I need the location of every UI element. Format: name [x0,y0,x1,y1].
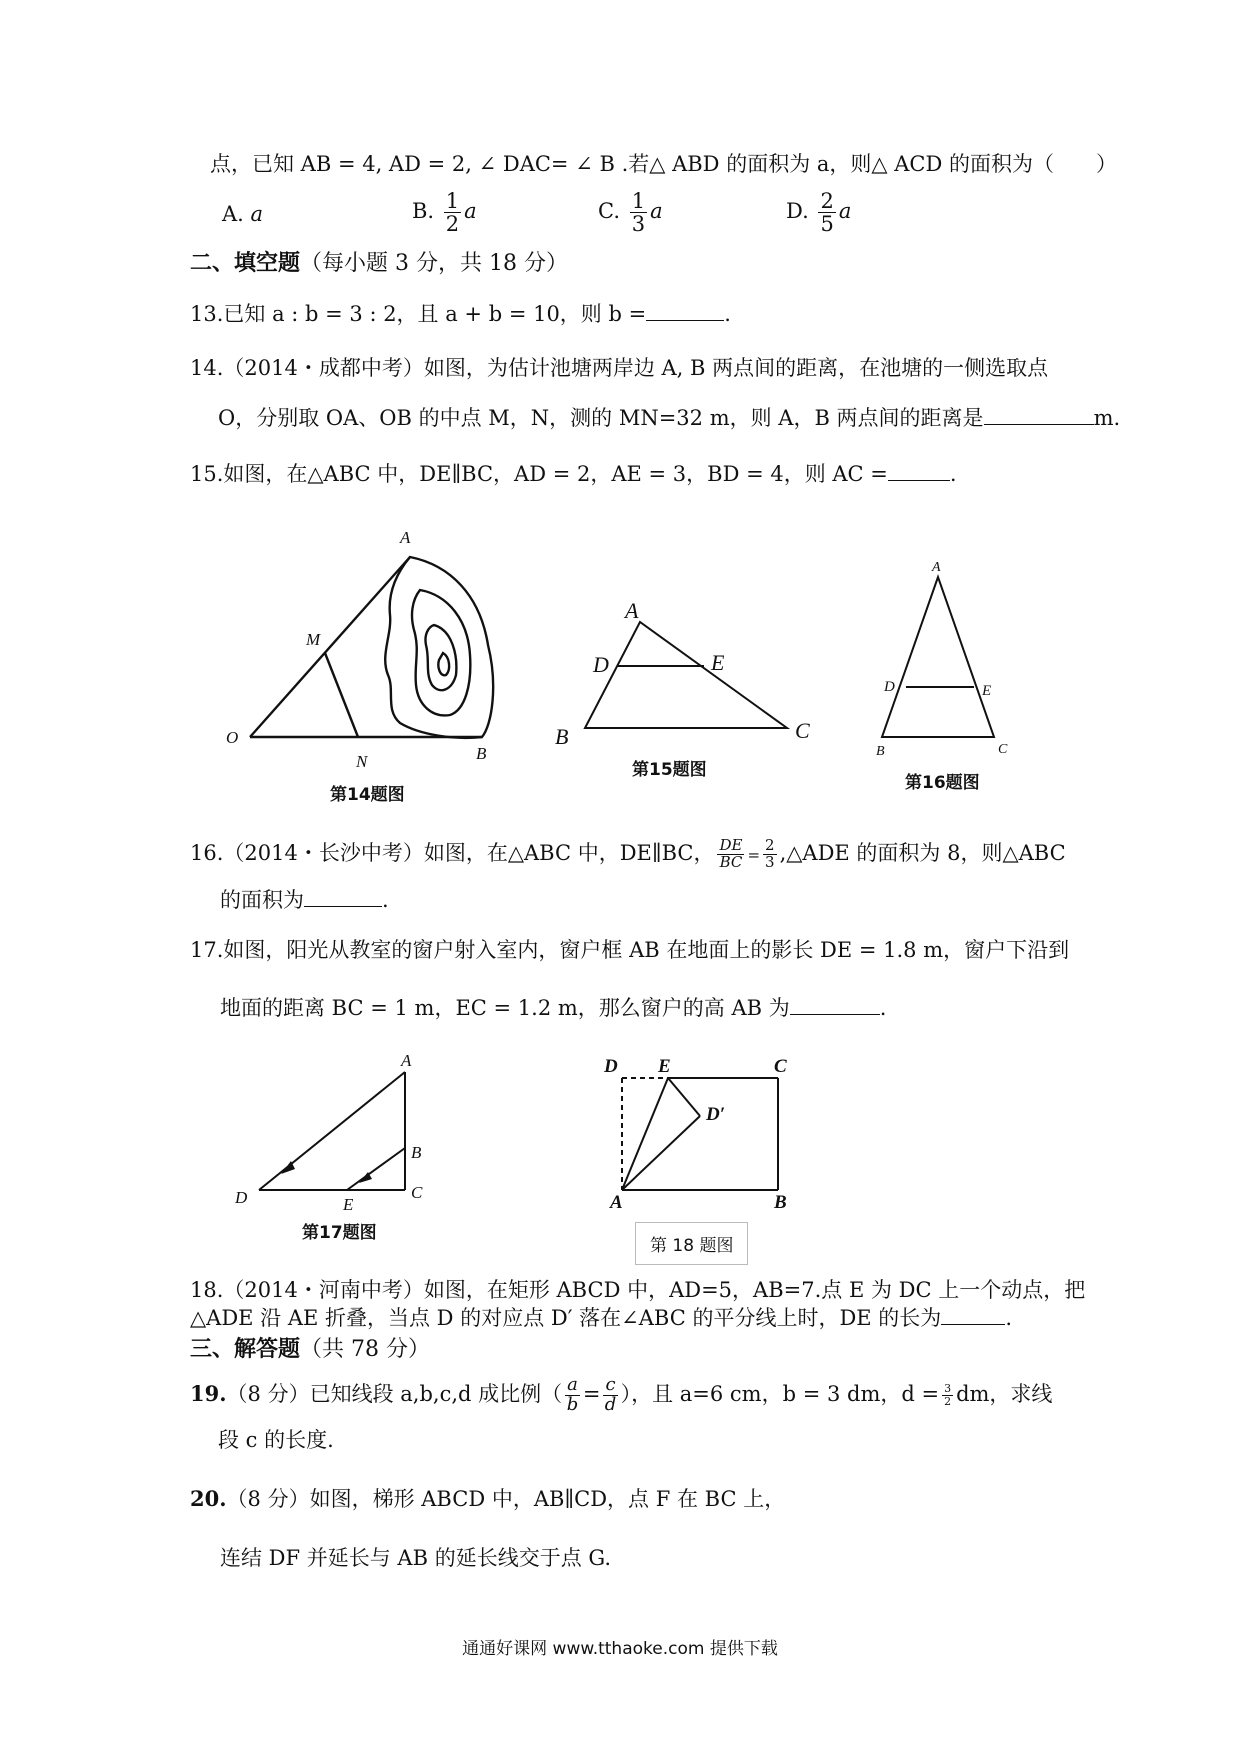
fig14-label-o: O [226,728,239,747]
q14-text: O，分别取 OA、OB 的中点 M，N，测的 MN=32 m，则 A，B 两点间的距离是 [218,406,984,430]
answer-blank [941,1306,1005,1325]
q16-eq: = [747,845,761,864]
q20-line1 [190,1486,785,1512]
section-3-heading [190,1336,430,1363]
fig17-caption: 第17题图 [302,1223,377,1243]
fig15-label-b: B [555,724,569,749]
figure-16 [870,555,1030,765]
fig16-label-d: D [884,679,895,695]
option-d-fraction [818,190,835,235]
q18-line2 [190,1306,1012,1331]
q12-option-b [412,190,477,235]
fig16-label-e: E [982,683,992,699]
frac-num: 1 [445,189,460,213]
fig15-caption: 第15题图 [632,760,707,780]
answer-blank [646,302,724,321]
q15 [190,462,957,487]
q12-option-d [786,190,851,235]
q19-fraction-3-2 [942,1383,953,1407]
q19-fraction-c-d [603,1376,617,1415]
answer-blank [984,406,1094,425]
fig16-label-c: C [998,742,1008,757]
frac-den: BC [719,852,743,871]
option-a-label: A. [222,202,244,226]
figure-18 [600,1050,820,1213]
fig14-label-b: B [476,744,487,763]
frac-den: d [604,1393,617,1415]
section-2-heading [190,250,568,277]
q16-text: 的面积为 [220,888,304,912]
fig15-label-e: E [711,650,725,675]
section-title: 三、解答题 [190,1336,301,1362]
answer-blank [888,462,950,481]
q20-line2: 连结 DF 并延长与 AB 的延长线交于点 G. [220,1546,612,1570]
frac-num: 2 [765,836,775,854]
q20-text: （8 分）如图，梯形 ABCD 中，AB∥CD，点 F 在 BC 上， [226,1487,786,1511]
figure-15 [555,600,835,755]
q12-option-a [222,202,263,227]
q14-end: m. [1093,406,1121,430]
fig16-label-a: A [932,560,941,575]
frac-den: 2 [445,212,460,237]
fig15-label-d: D [593,652,609,677]
fig18-label-d: D [604,1056,618,1077]
answer-blank [304,888,382,907]
q18-end: . [1005,1306,1012,1330]
q19-line1 [190,1376,1052,1415]
fig14-label-m: M [306,630,321,649]
page-footer: 通通好课网 www.tthaoke.com 提供下载 [462,1639,778,1659]
frac-den: 2 [944,1394,952,1408]
answer-blank [790,996,880,1015]
section-title: 二、填空题 [190,250,301,276]
option-b-label: B. [412,199,435,224]
q16-pre: 16.（2014・长沙中考）如图，在△ABC 中，DE∥BC， [190,840,715,865]
frac-den: 3 [631,212,646,237]
q12-option-c [598,190,663,235]
q20-number: 20. [190,1486,227,1511]
fig17-label-e: E [343,1195,354,1214]
q14-line2 [218,406,1120,431]
q14-line1: 14.（2014・成都中考）如图，为估计池塘两岸边 A, B 两点间的距离，在池塘的一侧选取点 [190,356,1049,380]
fig14-label-a: A [400,528,411,547]
frac-den: 5 [820,212,834,237]
q17-line1: 17.如图，阳光从教室的窗户射入室内，窗户框 AB 在地面上的影长 DE = 1.8 m，窗户下沿到 [190,938,1070,962]
fig16-label-b: B [876,744,885,759]
figure-17 [225,1050,435,1215]
option-c-label: C. [598,199,620,224]
q16-fraction-ratio [763,838,777,871]
fig18-label-b: B [774,1192,787,1213]
q19-number: 19. [190,1380,227,1406]
fig18-label-c: C [774,1056,787,1077]
frac-num: 3 [944,1382,952,1396]
option-c-fraction [630,190,647,235]
fig18-label-e: E [658,1056,671,1077]
frac-num: 1 [631,189,646,213]
q18-text: △ADE 沿 AE 折叠，当点 D 的对应点 D′ 落在∠ABC 的平分线上时，DE 的长为 [190,1306,942,1330]
fig18-label-d-prime: D′ [706,1104,726,1125]
option-d-label: D. [786,199,809,224]
q16-line2 [220,888,389,913]
fig14-caption: 第14题图 [330,785,405,805]
section-note: （共 78 分） [300,1337,430,1362]
fig17-label-a: A [401,1051,412,1070]
q17-line2 [220,996,886,1021]
q17-text: 地面的距离 BC = 1 m，EC = 1.2 m，那么窗户的高 AB 为 [220,996,790,1020]
fig15-label-a: A [625,598,639,623]
fig17-label-c: C [411,1183,423,1202]
fig17-label-d: D [235,1188,248,1207]
q17-end: . [879,996,887,1020]
option-b-fraction [444,190,461,235]
q16-end: . [382,888,389,912]
fig18-label-a: A [610,1192,623,1213]
q13 [190,302,731,327]
q13-end: . [724,302,731,326]
figure-14 [220,525,520,785]
q19-eq: = [582,1381,601,1406]
q19-line2: 段 c 的长度. [218,1428,334,1452]
option-d-var: a [838,199,852,224]
q19-mid: ），且 a=6 cm，b = 3 dm，d = [620,1381,940,1406]
fig14-label-n: N [356,752,368,771]
option-a-value: a [250,202,264,226]
fig15-label-c: C [795,718,810,743]
q19-fraction-a-b [565,1376,580,1415]
option-c-var: a [650,199,663,224]
frac-num: DE [719,836,743,854]
q15-end: . [949,462,957,486]
frac-num: a [567,1374,578,1395]
fig18-caption: 第 18 题图 [635,1222,748,1265]
frac-num: 2 [820,189,834,213]
fig17-label-b: B [411,1143,422,1162]
frac-den: 3 [765,852,775,871]
q19-post: dm，求线 [956,1381,1053,1406]
q19-pre: （8 分）已知线段 a,b,c,d 成比例（ [226,1381,563,1406]
q16-line1 [190,838,1066,871]
q15-text: 15.如图，在△ABC 中，DE∥BC，AD = 2，AE = 3，BD = 4，则 AC = [190,462,888,486]
q16-fraction-de-bc [717,838,744,871]
q12-stem: 点，已知 AB = 4, AD = 2, ∠ DAC= ∠ B .若△ ABD 的面积为 a，则△ ACD 的面积为（ ） [210,152,1117,176]
frac-num: c [605,1374,616,1395]
q18-line1: 18.（2014・河南中考）如图，在矩形 ABCD 中，AD=5，AB=7.点 E 为 DC 上一个动点，把 [190,1278,1086,1302]
section-note: （每小题 3 分，共 18 分） [300,251,568,276]
option-b-var: a [464,199,477,224]
fig16-caption: 第16题图 [905,773,980,793]
frac-den: b [566,1393,579,1415]
q16-post: ,△ADE 的面积为 8，则△ABC [779,840,1066,865]
q13-text: 13.已知 a : b = 3 : 2，且 a + b = 10，则 b = [190,302,647,326]
